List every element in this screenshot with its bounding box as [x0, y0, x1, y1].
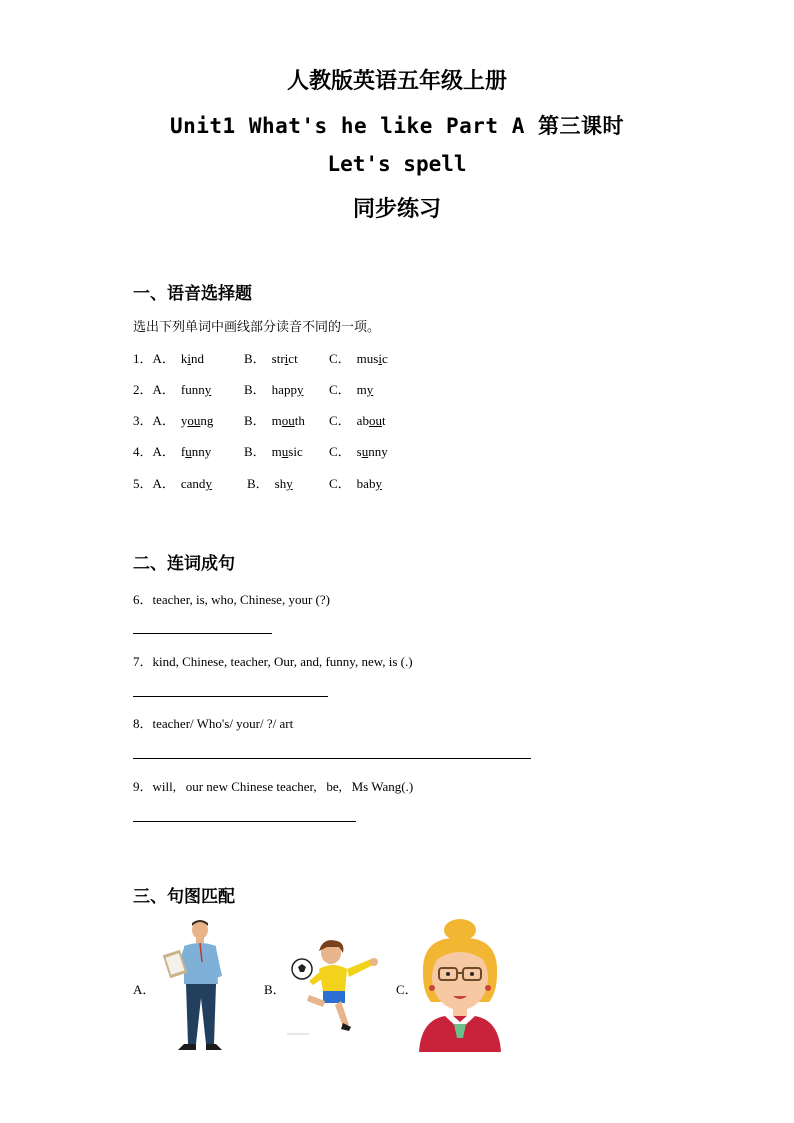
word-part: sic	[288, 444, 303, 459]
question-6: 6．teacher, is, who, Chinese, your (?)	[133, 592, 330, 607]
lesson-title: Let's spell	[327, 152, 467, 176]
word-part: t	[381, 413, 386, 428]
picture-label-b: B．	[264, 982, 286, 997]
underlined-part: y	[296, 382, 304, 397]
picture-label-c: C．	[396, 982, 418, 997]
page-title: 人教版英语五年级上册	[286, 69, 507, 94]
underlined-part: ou	[281, 413, 295, 428]
word-part: c	[381, 351, 388, 366]
underlined-part: u	[185, 444, 192, 459]
option-label: 1．A．	[133, 351, 175, 366]
section1-heading: 一、语音选择题	[133, 284, 252, 304]
word-part: m	[356, 382, 367, 397]
question-9: 9．will, our new Chinese teacher, be, Ms Wang(.)	[133, 779, 414, 794]
word-part: ng	[200, 413, 214, 428]
underlined-part: y	[204, 382, 212, 397]
option-b[interactable]	[244, 348, 298, 367]
option-a[interactable]	[133, 473, 212, 492]
option-label: 3．A．	[133, 413, 175, 428]
option-c[interactable]	[329, 410, 386, 429]
question-8: 8．teacher/ Who's/ your/ ?/ art	[133, 716, 294, 731]
option-label: B．	[247, 476, 269, 491]
option-a[interactable]	[133, 410, 213, 429]
answer-line-9[interactable]	[133, 821, 356, 822]
underlined-part: i	[284, 351, 289, 366]
word-part: happ	[271, 382, 297, 397]
section3-heading: 三、句图匹配	[133, 887, 235, 907]
answer-line-6[interactable]	[133, 633, 272, 634]
word-part: f	[180, 444, 186, 459]
option-c[interactable]	[329, 473, 382, 492]
page-subtitle: 同步练习	[352, 197, 441, 222]
underlined-part: y	[366, 382, 374, 397]
underlined-part: i	[378, 351, 382, 366]
option-label: C．	[329, 444, 351, 459]
word-part: m	[271, 413, 282, 428]
word-part: sh	[274, 476, 287, 491]
section1-instruction: 选出下列单词中画线部分读音不同的一项。	[133, 320, 381, 335]
option-label: C．	[329, 476, 351, 491]
old-woman-picture	[413, 918, 507, 1052]
option-b[interactable]	[244, 441, 303, 460]
option-label: C．	[329, 351, 351, 366]
word-part: th	[294, 413, 305, 428]
option-label: B．	[244, 444, 266, 459]
underlined-part: ou	[187, 413, 201, 428]
section2-heading: 二、连词成句	[133, 554, 235, 574]
option-label: C．	[329, 382, 351, 397]
option-c[interactable]	[329, 379, 373, 398]
soccer-boy-picture	[287, 935, 381, 1035]
option-a[interactable]	[133, 379, 211, 398]
option-label: 4．A．	[133, 444, 175, 459]
word-part: ct	[288, 351, 298, 366]
option-b[interactable]	[244, 410, 305, 429]
underlined-part: y	[286, 476, 293, 491]
answer-line-7[interactable]	[133, 696, 328, 697]
option-a[interactable]	[133, 348, 204, 367]
option-label: 5．A．	[133, 476, 175, 491]
word-part: bab	[356, 476, 376, 491]
option-a[interactable]	[133, 441, 211, 460]
answer-line-8[interactable]	[133, 758, 531, 759]
underlined-part: u	[361, 444, 369, 459]
word-part: str	[271, 351, 285, 366]
word-part: nny	[368, 444, 388, 459]
option-b[interactable]	[244, 379, 303, 398]
word-part: cand	[180, 476, 206, 491]
word-part: m	[271, 444, 282, 459]
underlined-part: y	[375, 476, 382, 491]
word-part: s	[356, 444, 362, 459]
option-c[interactable]	[329, 348, 388, 367]
word-part: nd	[191, 351, 205, 366]
word-part: nny	[191, 444, 212, 459]
option-label: B．	[244, 413, 266, 428]
option-label: C．	[329, 413, 351, 428]
word-part: y	[180, 413, 188, 428]
word-part: mus	[356, 351, 379, 366]
underlined-part: i	[187, 351, 192, 366]
option-b[interactable]	[247, 473, 293, 492]
word-part: k	[180, 351, 188, 366]
unit-title: Unit1 What's he like Part A 第三课时	[169, 114, 624, 138]
underlined-part: ou	[368, 413, 382, 428]
word-part: funn	[180, 382, 205, 397]
option-label: B．	[244, 351, 266, 366]
word-part: ab	[356, 413, 369, 428]
option-label: B．	[244, 382, 266, 397]
underlined-part: u	[281, 444, 289, 459]
question-7: 7．kind, Chinese, teacher, Our, and, funny, new, is (.)	[133, 654, 413, 669]
male-teacher-picture	[158, 918, 226, 1052]
option-c[interactable]	[329, 441, 388, 460]
option-label: 2．A．	[133, 382, 175, 397]
picture-label-a: A．	[133, 982, 156, 997]
underlined-part: y	[205, 476, 212, 491]
